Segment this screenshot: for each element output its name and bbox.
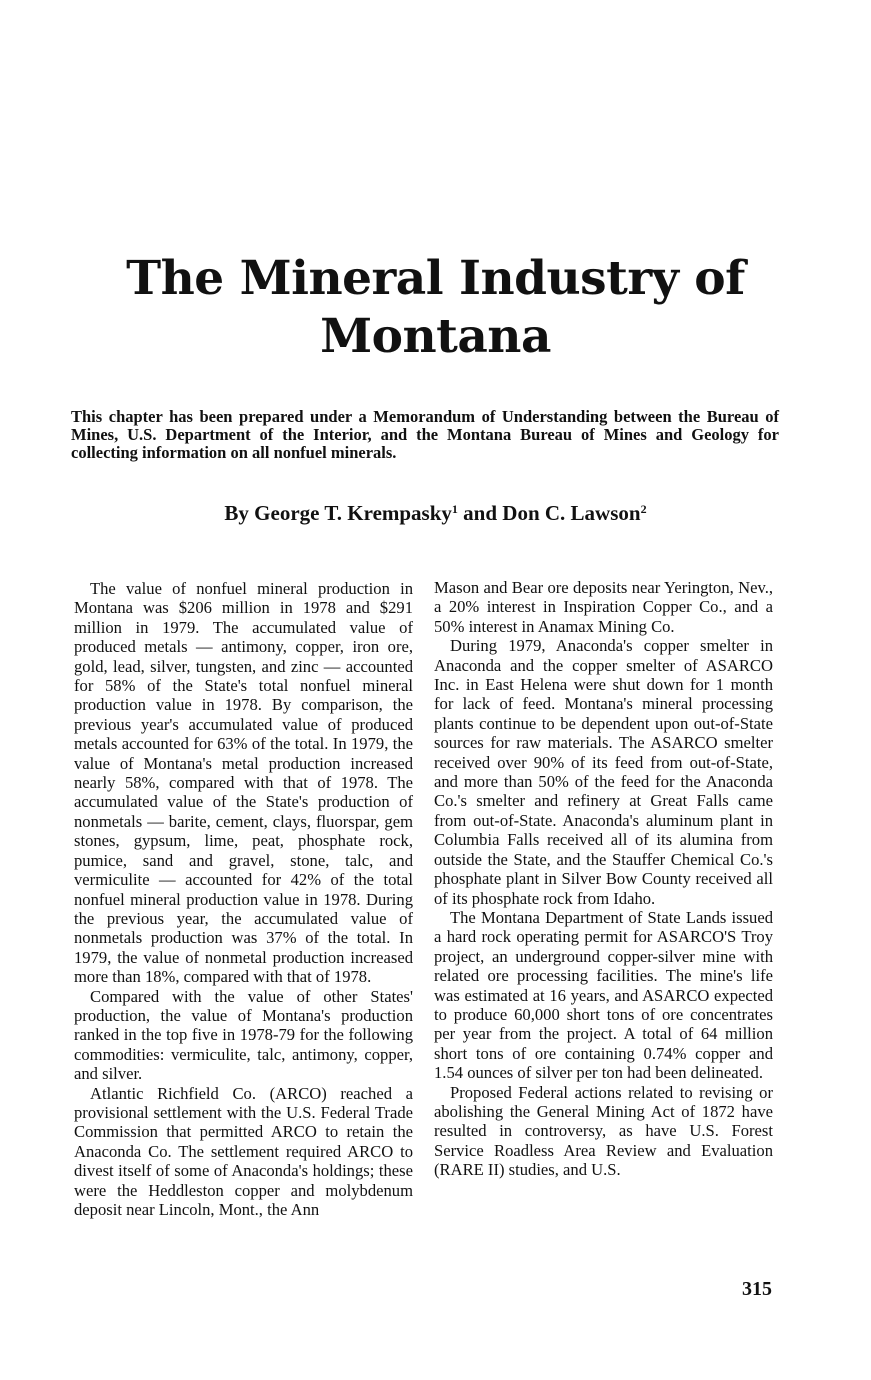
- author-1: George T. Krempasky: [254, 501, 452, 525]
- paragraph: The value of nonfuel mineral production in Montana was $206 million in 1978 and $291 million in 1979. The accumulated value of produced metals — antimony, copper, iron ore, gold, lead, silver, tungsten, and zinc — accounted for 58% of the State's total nonfuel mineral production value in 1978. By comparison, the previous year's accumulated value of produced metals accounted for 63% of the total. In 1979, the value of Montana's metal production increased nearly 58%, compared with that of 1978. The accumulated value of the State's production of nonmetals — barite, cement, clays, fluorspar, gem stones, gypsum, lime, peat, phosphate rock, pumice, sand and gravel, stone, talc, and vermiculite — accounted for 42% of the total nonfuel mineral production value in 1978. During the previous year, the accumulated value of nonmetals production was 37% of the total. In 1979, the value of nonmetal production increased more than 18%, compared with that of 1978.: [74, 579, 413, 987]
- memorandum-note: This chapter has been prepared under a Memorandum of Understanding between the Bureau of Mines, U.S. Department of the Interior, and the Montana Bureau of Mines and Geology for collecting information on all nonfuel minerals.: [71, 407, 779, 462]
- footnote-mark-2: 2: [640, 502, 647, 516]
- paragraph: Atlantic Richfield Co. (ARCO) reached a provisional settlement with the U.S. Federal Trade Commission that permitted ARCO to retain the Anaconda Co. The settlement required ARCO to divest itself of some of Anaconda's holdings; these were the Heddleston copper and molybdenum deposit near Lincoln, Mont., the Ann: [74, 1083, 413, 1219]
- byline-prefix: By: [224, 501, 249, 525]
- left-column: [74, 579, 413, 1219]
- title-line-1: The Mineral Industry of: [126, 251, 745, 306]
- paragraph: Proposed Federal actions related to revising or abolishing the General Mining Act of 1872 have resulted in controversy, as have U.S. Forest Service Roadless Area Review and Evaluation (RARE II) studies, and U.S.: [434, 1082, 773, 1180]
- byline: [0, 497, 871, 525]
- paragraph: Mason and Bear ore deposits near Yerington, Nev., a 20% interest in Inspiration Copper Co., and a 50% interest in Anamax Mining Co.: [434, 578, 773, 636]
- page-number: 315: [742, 1278, 772, 1300]
- paragraph: During 1979, Anaconda's copper smelter in Anaconda and the copper smelter of ASARCO Inc. in East Helena were shut down for 1 month for lack of feed. Montana's mineral processing plants continue to be dependent upon out-of-State sources for raw materials. The ASARCO smelter received over 90% of its feed from out-of-State, and more than 50% of the feed for the Anaconda Co.'s smelter and refinery at Great Falls came from out-of-State. Anaconda's aluminum plant in Columbia Falls received all of its alumina from outside the State, and the Stauffer Chemical Co.'s phosphate plant in Silver Bow County received all of its phosphate rock from Idaho.: [434, 636, 773, 908]
- paragraph: Compared with the value of other States' production, the value of Montana's production ranked in the top five in 1978-79 for the following commodities: vermiculite, talc, antimony, copper, and silver.: [74, 986, 413, 1084]
- footnote-mark-1: 1: [451, 502, 458, 516]
- author-2: Don C. Lawson: [502, 501, 641, 525]
- paragraph: The Montana Department of State Lands issued a hard rock operating permit for ASARCO'S Troy project, an underground copper-silver mine with related ore processing facilities. The mine's life was estimated at 16 years, and ASARCO expected to produce 60,000 short tons of ore concentrates per year from the project. A total of 64 million short tons of ore containing 0.74% copper and 1.54 ounces of silver per ton had been delineated.: [434, 907, 773, 1083]
- title-line-2: Montana: [320, 309, 551, 364]
- byline-conjunction: and: [463, 501, 498, 525]
- right-column: [434, 578, 773, 1180]
- page-title: [0, 250, 871, 366]
